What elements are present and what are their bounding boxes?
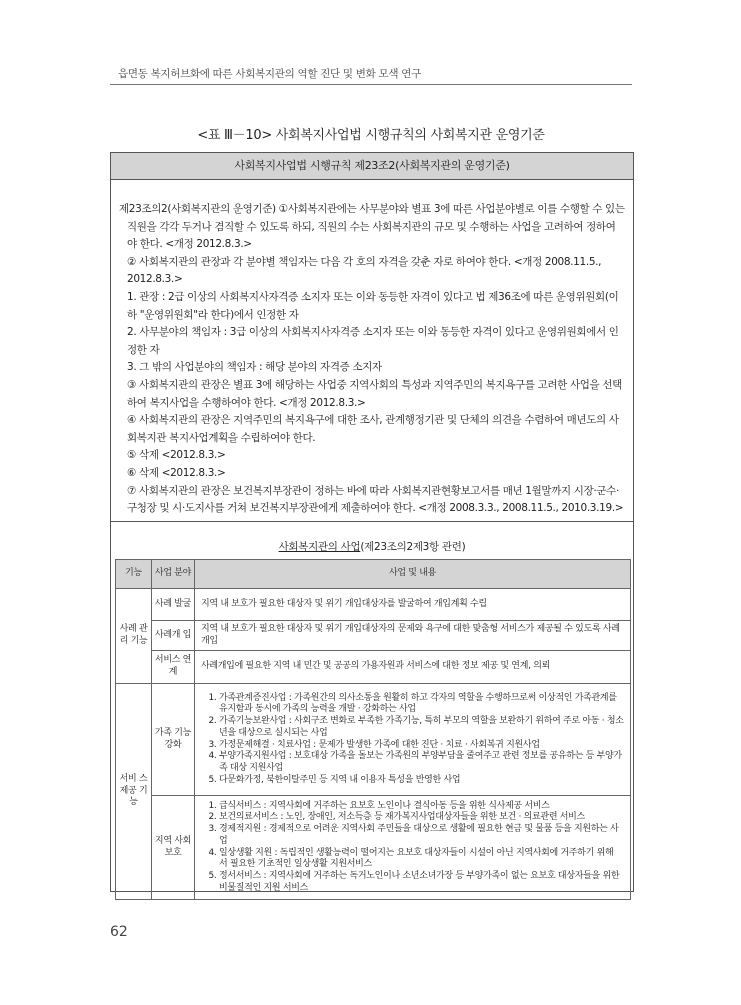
rule-line: ③ 사회복지관의 관장은 별표 3에 해당하는 사업중 지역사회의 특성과 지역주민의 복지욕구를 고려한 사업을 선택 [127, 378, 622, 391]
running-header: 읍면동 복지허브화에 따른 사회복지관의 역할 진단 및 변화 모색 연구 [118, 68, 421, 80]
list-item: 1. 급식서비스 : 지역사회에 거주하는 요보호 노인이나 결식아동 등을 위한 식사제공 서비스 [219, 801, 624, 813]
function-case-management: 사례 관리 기능 [116, 589, 152, 684]
table-caption: <표 Ⅲ－10> 사회복지사업법 시행규칙의 사회복지관 운영기준 [197, 128, 545, 143]
field-cell: 사례개 입 [152, 621, 195, 651]
rule-line: 하여 복지사업을 수행하여야 한다. <개정 2012.8.3.> [127, 396, 366, 409]
list-item: 3. 가정문제해결 · 치료사업 : 문제가 발생한 가족에 대한 진단 · 치료 · 사회복귀 지원사업 [219, 740, 624, 752]
table-row [116, 684, 631, 796]
header-field: 사업 분야 [152, 560, 195, 589]
regulation-text [119, 201, 627, 518]
rule-line: 1. 관장 : 2급 이상의 사회복지사자격증 소지자 또는 이와 동등한 자격이 있다고 법 제36조에 따른 운영위원회(이 [127, 290, 619, 303]
rule-line: 하 "운영위원회"라 한다)에서 인정한 자 [127, 308, 299, 321]
list-item: 1. 가족관계증진사업 : 가족원간의 의사소통을 원활히 하고 각자의 역할을 수행하므로써 이상적인 가족관계를 유지함과 동시에 가족의 능력을 개발 · 강화하는 사업 [219, 693, 624, 716]
rule-line: 3. 그 밖의 사업분야의 책임자 : 해당 분야의 자격증 소지자 [127, 361, 382, 374]
rule-line: 구청장 및 시·도지사를 거쳐 보건복지부장관에게 제출하여야 한다. <개정 2008.3.3., 2008.11.5., 2010.3.19.> [127, 502, 624, 515]
list-item: 3. 경제적지원 : 경제적으로 어려운 지역사회 주민들을 대상으로 생활에 필요한 현금 및 물품 등을 지원하는 사업 [219, 824, 624, 847]
list-item: 5. 정서서비스 : 지역사회에 거주하는 독거노인이나 소년소녀가장 등 부양가족이 없는 요보호 대상자들을 위한 비물질적인 지원 서비스 [219, 871, 624, 894]
rule-line: 제23조의2(사회복지관의 운영기준) ①사회복지관에는 사무분야와 별표 3에 따른 사업분야별로 이를 수행할 수 있는 [119, 203, 625, 215]
rule-line: 직원을 각각 두거나 겸직할 수 있도록 하되, 직원의 수는 사회복지관의 규모 및 수행하는 사업을 고려하여 정하여 [127, 220, 616, 233]
page-number: 62 [110, 924, 128, 940]
rule-line: ② 사회복지관의 관장과 각 분야별 책임자는 다음 각 호의 자격을 갖춘 자로 하여야 한다. <개정 2008.11.5., [127, 255, 602, 268]
list-item: 5. 다문화가정, 북한이탈주민 등 지역 내 이용자 특성을 반영한 사업 [219, 775, 624, 787]
header-rule [110, 84, 632, 85]
field-cell: 사례 발굴 [152, 589, 195, 621]
section-divider [111, 521, 633, 522]
rule-line: 2012.8.3.> [127, 273, 183, 286]
field-cell: 지역 사회 보호 [152, 796, 195, 900]
function-service-provision: 서비 스 제공 기능 [116, 684, 152, 900]
content-cell: 지역 내 보호가 필요한 대상자 및 위기 개입대상자의 문제와 욕구에 대한 맞춤형 서비스가 제공될 수 있도록 사례개입 [195, 621, 631, 651]
table-row [116, 796, 631, 900]
table-row [116, 589, 631, 621]
table-row [116, 651, 631, 684]
family-program-list [201, 693, 624, 787]
list-item: 2. 보건의료서비스 : 노인, 장애인, 저소득층 등 재가복지사업대상자들을 위한 보건 · 의료관련 서비스 [219, 812, 624, 824]
list-item: 4. 일상생활 지원 : 독립적인 생활능력이 떨어지는 요보호 대상자들이 시설이 아닌 지역사회에 거주하기 위해 서 필요한 기초적인 일상생활 지원서비스 [219, 848, 624, 871]
rule-line: 회복지관 복지사업계획을 수립하여야 한다. [127, 431, 316, 444]
table-row [116, 621, 631, 651]
rule-line: ⑤ 삭제 <2012.8.3.> [127, 449, 226, 462]
table-header-row [116, 560, 631, 589]
field-cell: 서비스 연계 [152, 651, 195, 684]
field-cell: 가족 기능 강화 [152, 684, 195, 796]
rule-line: ⑦ 사회복지관의 관장은 보건복지부장관이 정하는 바에 따라 사회복지관현황보고서를 매년 1월말까지 시장·군수· [127, 484, 619, 497]
rule-line: 정한 자 [127, 343, 160, 356]
regulation-table-header: 사회복지사업법 시행규칙 제23조2(사회복지관의 운영기준) [111, 153, 633, 180]
regulation-table [110, 152, 634, 892]
community-program-list [201, 801, 624, 895]
inner-table-title [111, 539, 633, 554]
content-cell [195, 684, 631, 796]
rule-line: 2. 사무분야의 책임자 : 3급 이상의 사회복지사자격증 소지자 또는 이와 동등한 자격이 있다고 운영위원회에서 인 [127, 326, 619, 339]
content-cell [195, 796, 631, 900]
inner-table-title-ref: (제23조의2제3항 관련) [360, 541, 466, 553]
list-item: 4. 부양가족지원사업 : 보호대상 가족을 돌보는 가족원의 부양부담을 줄여주고 관련 정보를 공유하는 등 부양가족 대상 지원사업 [219, 751, 624, 774]
rule-line: ④ 사회복지관의 관장은 지역주민의 복지욕구에 대한 조사, 관계행정기관 및 단체의 의견을 수렴하여 매년도의 사 [127, 414, 619, 427]
content-cell: 사례개입에 필요한 지역 내 민간 및 공공의 가용자원과 서비스에 대한 정보 제공 및 연계, 의뢰 [195, 651, 631, 684]
welfare-center-programs-table [115, 559, 631, 900]
content-cell: 지역 내 보호가 필요한 대상자 및 위기 개입대상자를 발굴하여 개입계획 수립 [195, 589, 631, 621]
inner-table-title-main: 사회복지관의 사업 [278, 541, 361, 553]
header-function: 기능 [116, 560, 152, 589]
header-content: 사업 및 내용 [195, 560, 631, 589]
rule-line: 야 한다. <개정 2012.8.3.> [127, 238, 252, 251]
rule-line: ⑥ 삭제 <2012.8.3.> [127, 466, 226, 479]
list-item: 2. 가족기능보완사업 : 사회구조 변화로 부족한 가족기능, 특히 부모의 역할을 보완하기 위하여 주로 아동 · 청소년을 대상으로 실시되는 사업 [219, 716, 624, 739]
